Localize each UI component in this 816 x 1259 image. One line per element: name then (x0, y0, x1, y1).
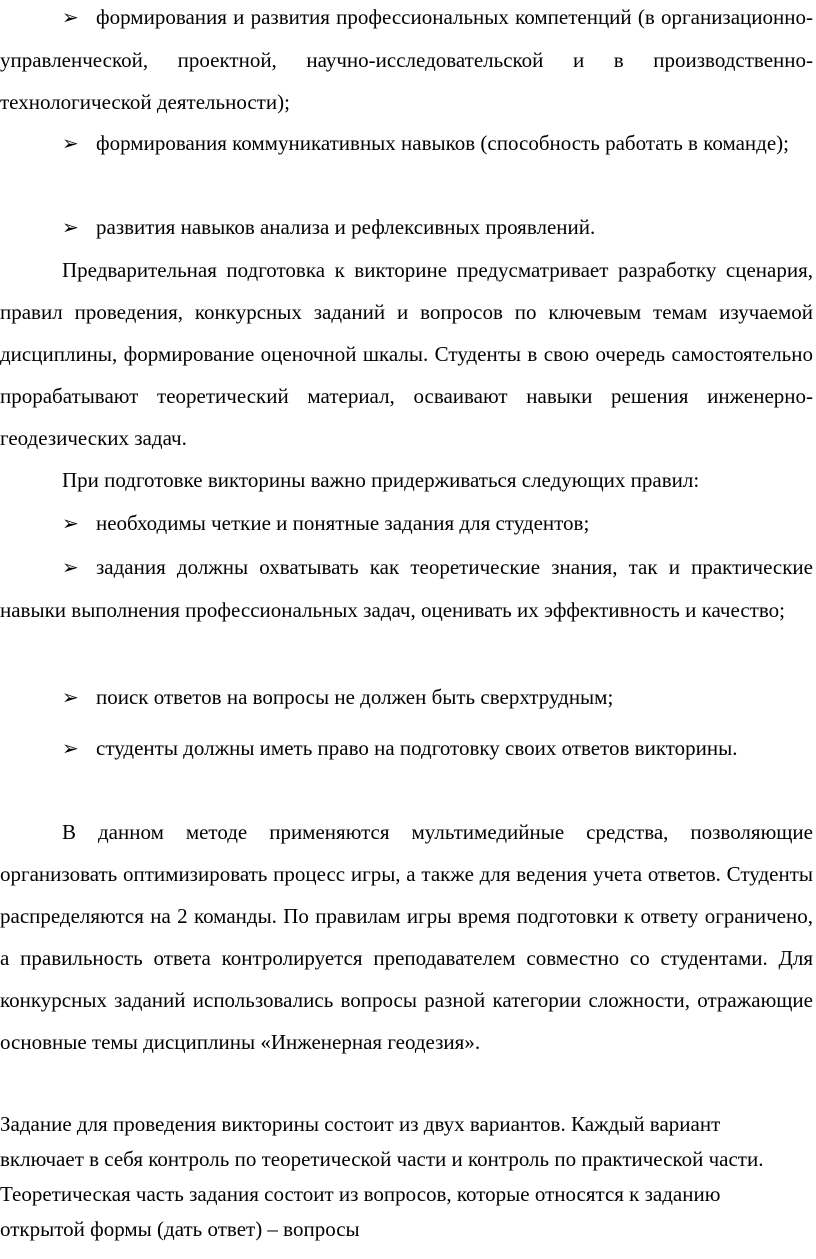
arrow-bullet-icon: ➢ (62, 738, 79, 760)
arrow-bullet-icon: ➢ (62, 133, 79, 155)
bullet-text: формирования коммуникативных навыков (способность работать в команде); (96, 131, 789, 155)
body-paragraph-unindented: Задание для проведения викторины состоит из двух вариантов. Каждый вариант включает в себя контроль по теоретической части и контроль по практической части. Теоретическая часть задания состоит из вопросов, которые относятся к заданию открытой формы (дать ответ) – вопросы (0, 1112, 764, 1241)
bullet-text: поиск ответов на вопросы не должен быть сверхтрудным; (96, 685, 614, 709)
bullet-text: студенты должны иметь право на подготовку своих ответов викторины. (96, 736, 738, 760)
bullet-text: формирования и развития профессиональных компетенций (в организационно-управленческой, проектной, научно-исследовательской и в производственно-технологической деятельности); (0, 5, 813, 114)
arrow-bullet-icon: ➢ (62, 7, 79, 29)
bullet-item (0, 0, 813, 123)
bullet-item (0, 727, 813, 770)
bullet-item (0, 676, 813, 719)
bullet-item (0, 502, 813, 545)
body-paragraph: При подготовке викторины важно придерживаться следующих правил: (62, 468, 700, 492)
bullet-item (0, 122, 813, 165)
body-paragraph: В данном методе применяются мультимедийные средства, позволяющие организовать оптимизировать процесс игры, а также для ведения учета ответов. Студенты распределяются на 2 команды. По правилам игры время подготовки к ответу ограничено, а правильность ответа контролируется преподавателем совместно со студентами. Для конкурсных заданий использовались вопросы разной категории сложности, отражающие основные темы дисциплины «Инженерная геодезия». (0, 820, 813, 1054)
bullet-item (0, 546, 813, 631)
bullet-text: задания должны охватывать как теоретические знания, так и практические навыки выполнения профессиональных задач, оценивать их эффективность и качество; (0, 555, 813, 622)
arrow-bullet-icon: ➢ (62, 513, 79, 535)
bullet-text: развития навыков анализа и рефлексивных проявлений. (96, 215, 596, 239)
body-paragraph: Предварительная подготовка к викторине предусматривает разработку сценария, правил проведения, конкурсных заданий и вопросов по ключевым темам изучаемой дисциплины, формирование оценочной шкалы. Студенты в свою очередь самостоятельно прорабатывают теоретический материал, осваивают навыки решения инженерно-геодезических задач. (0, 258, 813, 450)
bullet-item (0, 206, 813, 249)
arrow-bullet-icon: ➢ (62, 217, 79, 239)
arrow-bullet-icon: ➢ (62, 687, 79, 709)
arrow-bullet-icon: ➢ (62, 557, 79, 579)
bullet-text: необходимы четкие и понятные задания для студентов; (96, 511, 590, 535)
